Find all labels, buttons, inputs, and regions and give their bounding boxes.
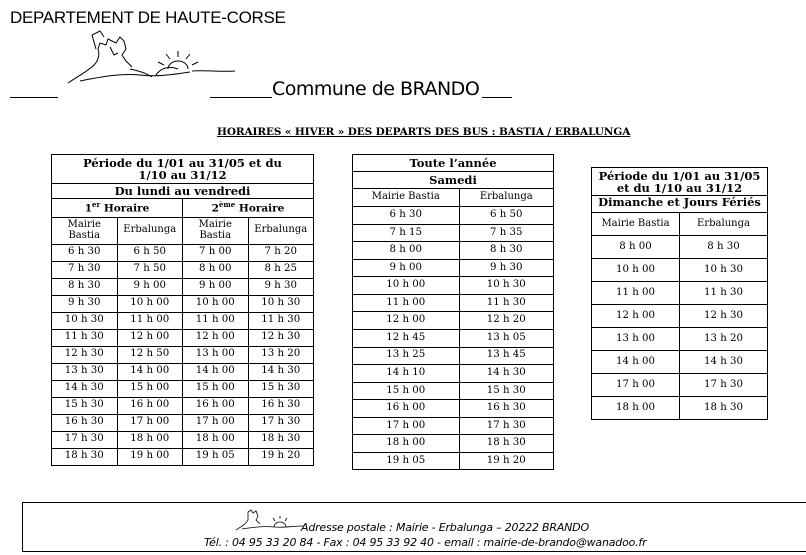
weekday-time-cell: 13 h 20 xyxy=(248,346,314,363)
saturday-row xyxy=(353,224,554,242)
saturday-row xyxy=(353,452,554,470)
weekday-time-cell: 15 h 30 xyxy=(248,380,314,397)
sunday-time-cell: 11 h 30 xyxy=(680,282,768,305)
saturday-time-cell: 16 h 00 xyxy=(353,400,460,418)
saturday-col-from: Mairie Bastia xyxy=(353,189,460,207)
saturday-time-cell: 10 h 30 xyxy=(459,277,553,295)
sunday-row xyxy=(592,328,768,351)
weekday-time-cell: 19 h 00 xyxy=(117,448,183,465)
saturday-time-cell: 14 h 30 xyxy=(459,365,553,383)
weekday-time-cell: 8 h 30 xyxy=(52,278,118,295)
sunday-time-cell: 18 h 30 xyxy=(680,397,768,420)
saturday-time-cell: 19 h 20 xyxy=(459,452,553,470)
weekday-time-cell: 12 h 50 xyxy=(117,346,183,363)
header-rule-right xyxy=(482,97,512,98)
sunday-days: Dimanche et Jours Fériés xyxy=(592,196,768,213)
weekday-row xyxy=(52,278,314,295)
header-rule-mid xyxy=(210,97,272,98)
weekday-time-cell: 19 h 20 xyxy=(248,448,314,465)
sunday-col-from: Mairie Bastia xyxy=(592,213,680,236)
page-title: HORAIRES « HIVER » DES DEPARTS DES BUS : BASTIA / ERBALUNGA xyxy=(217,126,631,138)
weekday-time-cell: 10 h 00 xyxy=(183,295,249,312)
weekday-time-cell: 9 h 00 xyxy=(183,278,249,295)
saturday-time-cell: 9 h 00 xyxy=(353,259,460,277)
col-header-from-2: Mairie Bastia xyxy=(183,217,249,244)
weekday-time-cell: 17 h 00 xyxy=(117,414,183,431)
saturday-time-cell: 10 h 00 xyxy=(353,277,460,295)
footer-contact: Tél. : 04 95 33 20 84 - Fax : 04 95 33 92 40 - email : mairie-de-brando@wanadoo.fr xyxy=(204,536,647,549)
saturday-time-cell: 12 h 45 xyxy=(353,329,460,347)
header-rule-left xyxy=(10,97,58,98)
weekday-time-cell: 16 h 30 xyxy=(248,397,314,414)
saturday-time-cell: 13 h 25 xyxy=(353,347,460,365)
saturday-row xyxy=(353,312,554,330)
weekday-days: Du lundi au vendredi xyxy=(52,184,314,199)
weekday-time-cell: 9 h 00 xyxy=(117,278,183,295)
weekday-time-cell: 7 h 50 xyxy=(117,261,183,278)
weekday-time-cell: 17 h 00 xyxy=(183,414,249,431)
weekday-time-cell: 11 h 00 xyxy=(117,312,183,329)
saturday-time-cell: 6 h 50 xyxy=(459,207,553,225)
saturday-time-cell: 11 h 00 xyxy=(353,294,460,312)
weekday-time-cell: 13 h 30 xyxy=(52,363,118,380)
weekday-time-cell: 16 h 00 xyxy=(183,397,249,414)
weekday-time-cell: 18 h 00 xyxy=(183,431,249,448)
first-schedule-header: 1er Horaire xyxy=(52,199,183,218)
saturday-timetable xyxy=(352,154,554,470)
weekday-row xyxy=(52,380,314,397)
weekday-row xyxy=(52,295,314,312)
sunday-time-cell: 12 h 30 xyxy=(680,305,768,328)
saturday-col-to: Erbalunga xyxy=(459,189,553,207)
weekday-row xyxy=(52,431,314,448)
saturday-row xyxy=(353,259,554,277)
saturday-time-cell: 13 h 45 xyxy=(459,347,553,365)
weekday-time-cell: 11 h 30 xyxy=(248,312,314,329)
weekday-time-cell: 10 h 30 xyxy=(248,295,314,312)
footer-box xyxy=(22,502,806,552)
saturday-time-cell: 19 h 05 xyxy=(353,452,460,470)
col-header-to-2: Erbalunga xyxy=(248,217,314,244)
weekday-time-cell: 18 h 30 xyxy=(248,431,314,448)
sunday-time-cell: 10 h 30 xyxy=(680,259,768,282)
saturday-time-cell: 12 h 00 xyxy=(353,312,460,330)
village-tower-logo xyxy=(60,25,260,95)
saturday-period: Toute l’année xyxy=(353,155,554,172)
weekday-time-cell: 7 h 00 xyxy=(183,244,249,261)
saturday-row xyxy=(353,400,554,418)
weekday-time-cell: 15 h 00 xyxy=(183,380,249,397)
sunday-time-cell: 8 h 00 xyxy=(592,236,680,259)
weekday-row xyxy=(52,312,314,329)
weekday-time-cell: 18 h 30 xyxy=(52,448,118,465)
weekday-time-cell: 9 h 30 xyxy=(248,278,314,295)
sunday-time-cell: 12 h 00 xyxy=(592,305,680,328)
weekday-row xyxy=(52,261,314,278)
saturday-row xyxy=(353,294,554,312)
sunday-row xyxy=(592,259,768,282)
weekday-row xyxy=(52,397,314,414)
weekday-time-cell: 9 h 30 xyxy=(52,295,118,312)
col-header-from-1: Mairie Bastia xyxy=(52,217,118,244)
second-schedule-header: 2ème Horaire xyxy=(183,199,314,218)
weekday-time-cell: 13 h 00 xyxy=(183,346,249,363)
weekday-time-cell: 8 h 00 xyxy=(183,261,249,278)
saturday-days: Samedi xyxy=(353,172,554,189)
saturday-time-cell: 15 h 30 xyxy=(459,382,553,400)
weekday-row xyxy=(52,363,314,380)
weekday-time-cell: 10 h 00 xyxy=(117,295,183,312)
department-title: DEPARTEMENT DE HAUTE-CORSE xyxy=(10,8,286,27)
weekday-time-cell: 6 h 30 xyxy=(52,244,118,261)
saturday-row xyxy=(353,365,554,383)
saturday-time-cell: 16 h 30 xyxy=(459,400,553,418)
weekday-time-cell: 11 h 30 xyxy=(52,329,118,346)
sunday-time-cell: 8 h 30 xyxy=(680,236,768,259)
sunday-timetable xyxy=(591,167,768,420)
weekday-time-cell: 19 h 05 xyxy=(183,448,249,465)
sunday-row xyxy=(592,374,768,397)
saturday-row xyxy=(353,277,554,295)
saturday-time-cell: 8 h 30 xyxy=(459,242,553,260)
saturday-row xyxy=(353,435,554,453)
weekday-time-cell: 11 h 00 xyxy=(183,312,249,329)
col-header-to-1: Erbalunga xyxy=(117,217,183,244)
weekday-row xyxy=(52,414,314,431)
saturday-time-cell: 17 h 00 xyxy=(353,417,460,435)
saturday-time-cell: 13 h 05 xyxy=(459,329,553,347)
weekday-time-cell: 7 h 20 xyxy=(248,244,314,261)
weekday-time-cell: 16 h 30 xyxy=(52,414,118,431)
sunday-time-cell: 10 h 00 xyxy=(592,259,680,282)
weekday-time-cell: 15 h 00 xyxy=(117,380,183,397)
commune-title: Commune de BRANDO xyxy=(272,78,480,100)
saturday-row xyxy=(353,417,554,435)
sunday-time-cell: 18 h 00 xyxy=(592,397,680,420)
weekday-time-cell: 14 h 30 xyxy=(248,363,314,380)
sunday-time-cell: 17 h 30 xyxy=(680,374,768,397)
saturday-time-cell: 6 h 30 xyxy=(353,207,460,225)
weekday-time-cell: 15 h 30 xyxy=(52,397,118,414)
saturday-row xyxy=(353,329,554,347)
saturday-row xyxy=(353,242,554,260)
weekday-time-cell: 12 h 30 xyxy=(52,346,118,363)
saturday-time-cell: 18 h 00 xyxy=(353,435,460,453)
footer-address: Adresse postale : Mairie - Erbalunga – 20222 BRANDO xyxy=(301,521,589,534)
saturday-time-cell: 14 h 10 xyxy=(353,365,460,383)
footer-village-logo xyxy=(234,504,309,534)
saturday-time-cell: 8 h 00 xyxy=(353,242,460,260)
sunday-col-to: Erbalunga xyxy=(680,213,768,236)
weekday-time-cell: 14 h 30 xyxy=(52,380,118,397)
sunday-row xyxy=(592,397,768,420)
weekday-time-cell: 14 h 00 xyxy=(117,363,183,380)
weekday-time-cell: 12 h 00 xyxy=(183,329,249,346)
saturday-time-cell: 15 h 00 xyxy=(353,382,460,400)
saturday-time-cell: 17 h 30 xyxy=(459,417,553,435)
sunday-row xyxy=(592,282,768,305)
weekday-time-cell: 12 h 00 xyxy=(117,329,183,346)
sunday-time-cell: 11 h 00 xyxy=(592,282,680,305)
weekday-row xyxy=(52,346,314,363)
sunday-row xyxy=(592,351,768,374)
sunday-time-cell: 14 h 00 xyxy=(592,351,680,374)
weekday-time-cell: 17 h 30 xyxy=(52,431,118,448)
sunday-time-cell: 13 h 00 xyxy=(592,328,680,351)
saturday-time-cell: 18 h 30 xyxy=(459,435,553,453)
saturday-time-cell: 12 h 20 xyxy=(459,312,553,330)
weekday-row xyxy=(52,244,314,261)
saturday-row xyxy=(353,207,554,225)
weekday-time-cell: 8 h 25 xyxy=(248,261,314,278)
saturday-time-cell: 7 h 15 xyxy=(353,224,460,242)
weekday-time-cell: 17 h 30 xyxy=(248,414,314,431)
saturday-time-cell: 9 h 30 xyxy=(459,259,553,277)
sunday-row xyxy=(592,305,768,328)
weekday-time-cell: 18 h 00 xyxy=(117,431,183,448)
saturday-time-cell: 11 h 30 xyxy=(459,294,553,312)
weekday-row xyxy=(52,448,314,465)
sunday-time-cell: 13 h 20 xyxy=(680,328,768,351)
sunday-time-cell: 17 h 00 xyxy=(592,374,680,397)
sunday-period: Période du 1/01 au 31/05 et du 1/10 au 31/12 xyxy=(592,168,768,196)
sunday-row xyxy=(592,236,768,259)
saturday-time-cell: 7 h 35 xyxy=(459,224,553,242)
weekday-time-cell: 16 h 00 xyxy=(117,397,183,414)
weekday-period: Période du 1/01 au 31/05 et du 1/10 au 31/12 xyxy=(52,155,314,184)
saturday-row xyxy=(353,382,554,400)
weekday-time-cell: 14 h 00 xyxy=(183,363,249,380)
sunday-time-cell: 14 h 30 xyxy=(680,351,768,374)
weekday-time-cell: 10 h 30 xyxy=(52,312,118,329)
weekday-time-cell: 12 h 30 xyxy=(248,329,314,346)
weekday-time-cell: 6 h 50 xyxy=(117,244,183,261)
weekday-timetable xyxy=(51,154,314,466)
weekday-row xyxy=(52,329,314,346)
saturday-row xyxy=(353,347,554,365)
weekday-time-cell: 7 h 30 xyxy=(52,261,118,278)
